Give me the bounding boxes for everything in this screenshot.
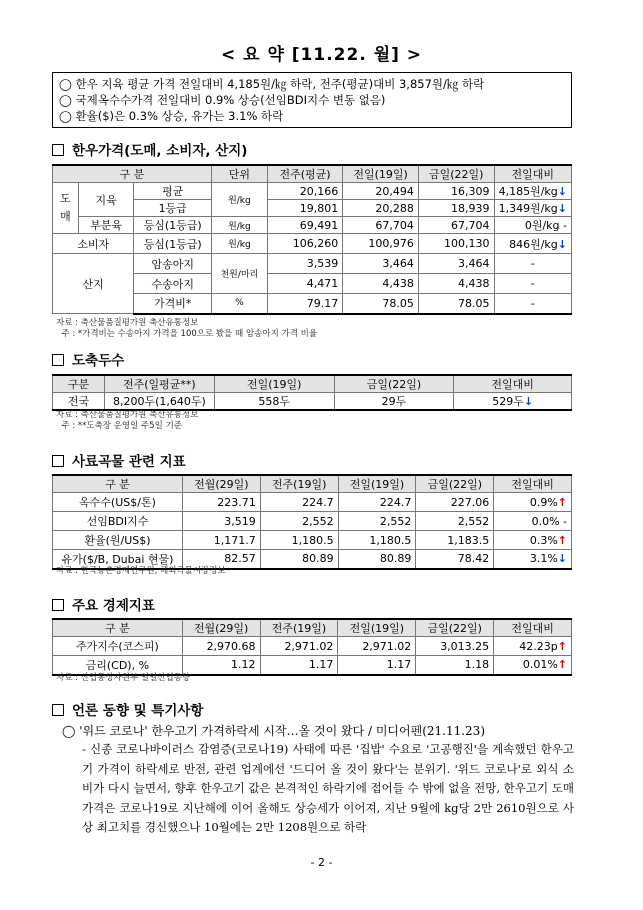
down-arrow-icon: ↓ bbox=[523, 395, 534, 408]
news-item-title: ◯ '위드 코로나' 한우고기 가격하락세 시작…올 것이 왔다 / 미디어펜(21.11.23) bbox=[62, 724, 486, 738]
summary-line: ◯ 환율($)은 0.3% 상승, 유가는 3.1% 하락 bbox=[59, 109, 284, 123]
news-item-body: - 신종 코로나바이러스 감염증(코로나19) 사태에 따른 '집밥' 수요로 '고공행진'을 계속했던 한우고기 가격이 하락세로 반전, 관련 업계에선 '드디어 올 것이 왔다'는 분위기. '위드 코로나'로 외식 소비가 다시 늘면서, 향후 한우고기 값은 본격적인 하락기에 접어들 수 밖에 없을 전망, 한우고기 도매가격은 코로나19로 지난해에 이어 올해도 상승세가 이어져, 지난 9월에 kg당 2만 2610원으로 사상 최고치를 경신했으나 10월에는 2만 1208원으로 하락 bbox=[82, 742, 574, 834]
source-note: 자료 : 축산물품질평가원 축산유통정보 주 : *가격비는 수송아지 가격을 100으로 봤을 때 암송아지 가격 비율 bbox=[56, 318, 318, 339]
up-arrow-icon: ↑ bbox=[557, 533, 567, 547]
section-heading-feed: 사료곡물 관련 지표 bbox=[52, 450, 186, 470]
down-arrow-icon: ↓ bbox=[557, 552, 567, 566]
table-header-row: 구 분 전월(29일) 전주(19일) 전일(19일) 금일(22일) 전일대비 bbox=[53, 475, 572, 493]
up-arrow-icon: ↑ bbox=[557, 639, 567, 653]
summary-line: ◯ 한우 지육 평균 가격 전일대비 4,185원/㎏ 하락, 전주(평균)대비 3,857원/㎏ 하락 bbox=[59, 77, 485, 91]
table-header-row: 구분 전주(일평균**) 전일(19일) 금일(22일) 전일대비 bbox=[53, 375, 572, 393]
slaughter-table bbox=[52, 374, 572, 411]
summary-box bbox=[52, 72, 572, 128]
checkbox-square-icon bbox=[52, 599, 64, 611]
table-row: 선임BDI지수 3,519 2,552 2,552 2,552 0.0% - bbox=[53, 512, 572, 531]
table-row: 옥수수(US$/톤) 223.71 224.7 224.7 227.06 0.9%↑ bbox=[53, 493, 572, 512]
checkbox-square-icon bbox=[52, 704, 64, 716]
table-header-row: 구 분 전월(29일) 전주(19일) 전일(19일) 금일(22일) 전일대비 bbox=[53, 619, 572, 637]
up-arrow-icon: ↑ bbox=[557, 658, 567, 672]
source-note: 자료 : 산업통상자원부 일일산업동향 bbox=[56, 673, 191, 683]
hanwoo-price-table bbox=[52, 164, 572, 315]
down-arrow-icon: ↓ bbox=[557, 202, 567, 215]
economic-indicator-table bbox=[52, 618, 572, 676]
table-header-row: 구 분 단위 전주(평균) 전일(19일) 금일(22일) 전일대비 bbox=[53, 165, 572, 183]
table-row: 주가지수(코스피) 2,970.68 2,971.02 2,971.02 3,013.25 42.23p↑ bbox=[53, 637, 572, 656]
table-row: 가격비* % 79.17 78.05 78.05 - bbox=[53, 294, 572, 314]
checkbox-square-icon bbox=[52, 455, 64, 467]
checkbox-square-icon bbox=[52, 354, 64, 366]
table-row: 1등급 19,801 20,288 18,939 1,349원/kg↓ bbox=[53, 200, 572, 217]
table-row: 소비자 등심(1등급) 원/kg 106,260 100,976 100,130 846원/kg↓ bbox=[53, 234, 572, 254]
section-heading-hanwoo: 한우가격(도매, 소비자, 산지) bbox=[52, 139, 247, 159]
table-row: 수송아지 4,471 4,438 4,438 - bbox=[53, 274, 572, 294]
page-title: < 요 약 [11.22. 월] > bbox=[220, 45, 423, 65]
section-heading-news: 언론 동향 및 특기사항 bbox=[52, 699, 203, 719]
page-number: - 2 - bbox=[310, 856, 333, 869]
table-row: 환율(원/US$) 1,171.7 1,180.5 1,180.5 1,183.5 0.3%↑ bbox=[53, 531, 572, 550]
source-note: 자료 : 축산물품질평가원 축산유통정보 주 : **도축장 운영일 주5일 기준 bbox=[56, 410, 199, 431]
table-row: 유가($/B, Dubai 현물) 82.57 80.89 80.89 78.42 3.1%↓ bbox=[53, 550, 572, 569]
checkbox-square-icon bbox=[52, 144, 64, 156]
feed-indicator-table bbox=[52, 474, 572, 570]
section-heading-econ: 주요 경제지표 bbox=[52, 594, 155, 614]
up-arrow-icon: ↑ bbox=[557, 495, 567, 509]
table-row: 전국 8,200두(1,640두) 558두 29두 529두↓ bbox=[53, 393, 572, 411]
table-row: 도 매 지육 평균 원/kg 20,166 20,494 16,309 4,185원/kg↓ bbox=[53, 183, 572, 200]
section-heading-slaughter: 도축두수 bbox=[52, 349, 124, 369]
table-row: 부분육 등심(1등급) 원/kg 69,491 67,704 67,704 0원/kg - bbox=[53, 217, 572, 234]
source-note: 자료 : 한국농촌경제연구원, 해외곡물시장정보 bbox=[56, 566, 226, 576]
summary-line: ◯ 국제옥수수가격 전일대비 0.9% 상승(선임BDI지수 변동 없음) bbox=[59, 93, 386, 107]
table-row: 산지 암송아지 천원/마리 3,539 3,464 3,464 - bbox=[53, 254, 572, 274]
down-arrow-icon: ↓ bbox=[557, 237, 567, 251]
table-row: 금리(CD), % 1.12 1.17 1.17 1.18 0.01%↑ bbox=[53, 656, 572, 675]
down-arrow-icon: ↓ bbox=[557, 185, 567, 198]
